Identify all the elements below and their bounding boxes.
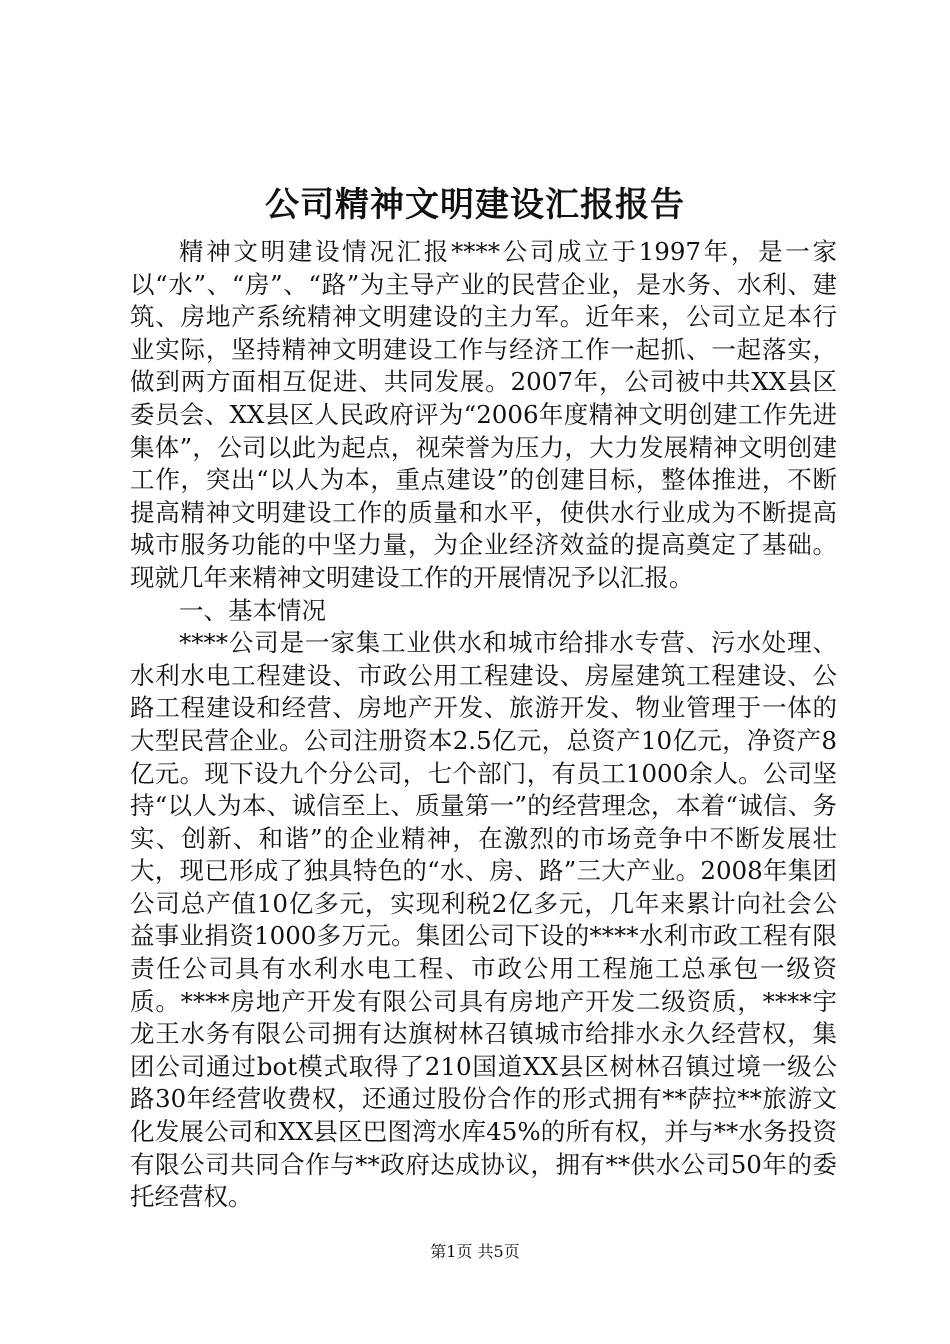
document-title: 公司精神文明建设汇报报告 bbox=[265, 185, 685, 225]
paragraph-basic-info: ****公司是一家集工业供水和城市给排水专营、污水处理、水利水电工程建设、市政公用工程建设、房屋建筑工程建设、公路工程建设和经营、房地产开发、旅游开发、物业管理于一体的大型民营企业。公司注册资本2.5亿元，总资产10亿元，净资产8亿元。现下设九个分公司，七个部门，有员工1000余人。公司坚持“以人为本、诚信至上、质量第一”的经营理念，本着“诚信、务实、创新、和谐”的企业精神，在激烈的市场竞争中不断发展壮大，现已形成了独具特色的“水、房、路”三大产业。2008年集团公司总产值10亿多元，实现利税2亿多元，几年来累计向社会公益事业捐资1000多万元。集团公司下设的****水利市政工程有限责任公司具有水利水电工程、市政公用工程施工总承包一级资质。****房地产开发有限公司具有房地产开发二级资质，****宇龙王水务有限公司拥有达旗树林召镇城市给排水永久经营权，集团公司通过bot模式取得了210国道XX县区树林召镇过境一级公路30年经营收费权，还通过股份合作的形式拥有**萨拉**旅游文化发展公司和XX县区巴图湾水库45%的所有权，并与**水务投资有限公司共同合作与**政府达成协议，拥有**供水公司50年的委托经营权。 bbox=[130, 628, 837, 1212]
section-heading-basic-info: 一、基本情况 bbox=[179, 595, 326, 625]
paragraph-intro: 精神文明建设情况汇报****公司成立于1997年，是一家以“水”、“房”、“路”为主导产业的民营企业，是水务、水利、建筑、房地产系统精神文明建设的主力军。近年来，公司立足本行业实际，坚持精神文明建设工作与经济工作一起抓、一起落实，做到两方面相互促进、共同发展。2007年，公司被中共XX县区委员会、XX县区人民政府评为“2006年度精神文明创建工作先进集体”，公司以此为起点，视荣誉为压力，大力发展精神文明创建工作，突出“以人为本，重点建设”的创建目标，整体推进，不断提高精神文明建设工作的质量和水平，使供水行业成为不断提高城市服务功能的中坚力量，为企业经济效益的提高奠定了基础。现就几年来精神文明建设工作的开展情况予以汇报。 bbox=[130, 237, 837, 592]
page-footer: 第1页 共5页 bbox=[430, 1242, 520, 1261]
document-body bbox=[130, 236, 837, 1214]
